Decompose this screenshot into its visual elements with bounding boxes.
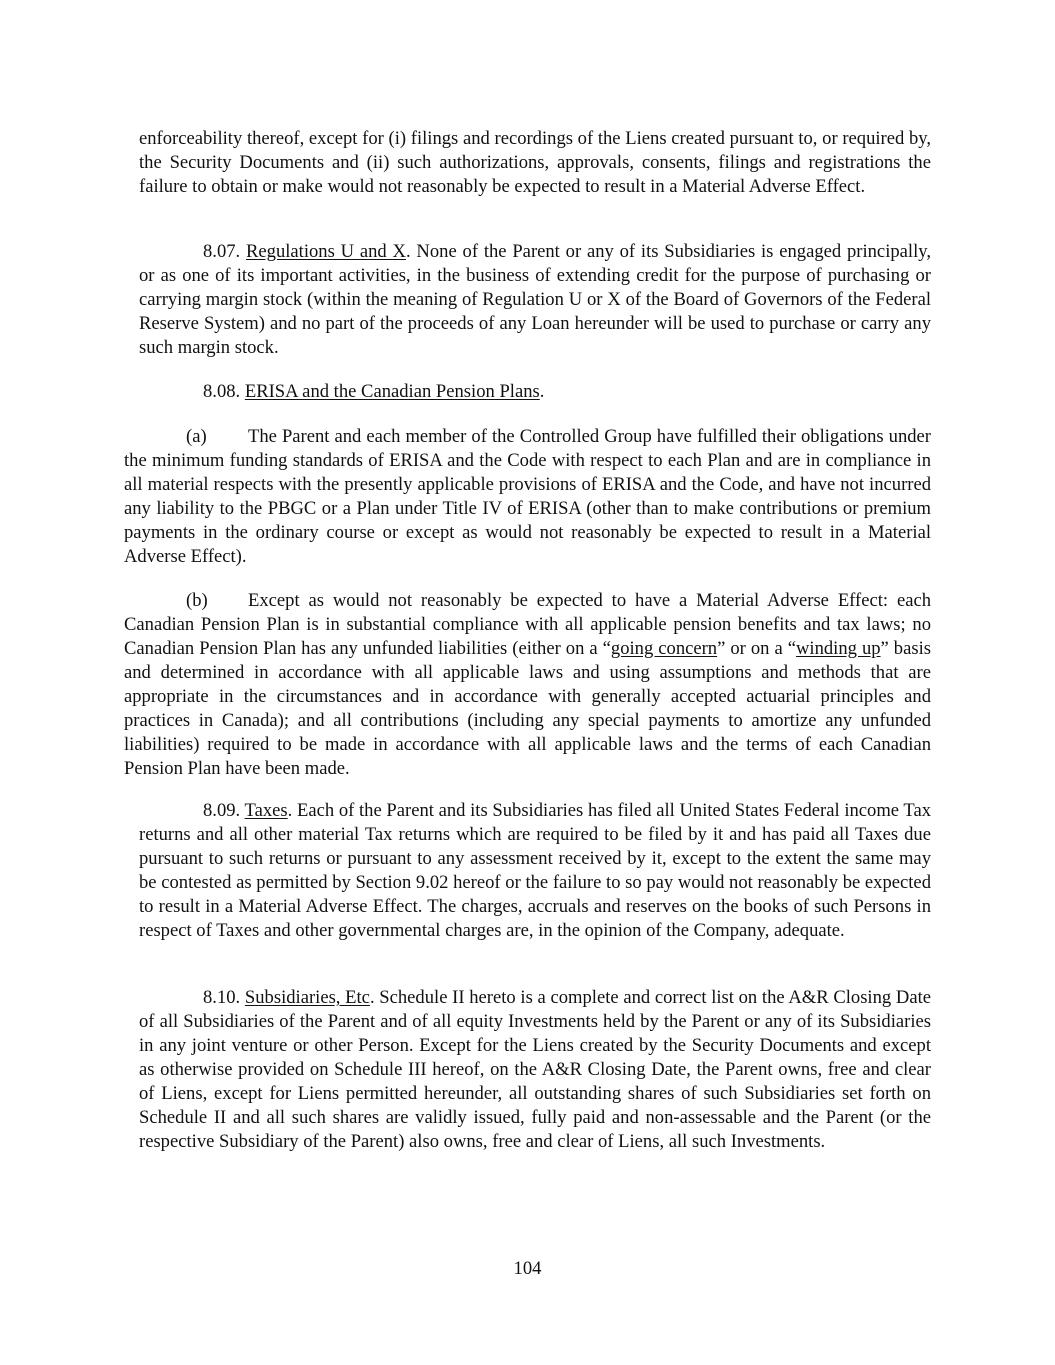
section-text: . Each of the Parent and its Subsidiaries has filed all United States Federal income Tax returns and all other material Tax returns which are required to be filed by it and has paid all Taxes due pursuant to such returns or pursuant to any assessment received by it, except to the extent the same may be contested as permitted by Section 9.02 hereof or the failure to so pay would not reasonably be expected to result in a Material Adverse Effect. The charges, accruals and reserves on the books of such Persons in respect of Taxes and other governmental charges are, in the opinion of the Company, adequate. <box>139 800 932 941</box>
clause-label: (a) <box>186 426 207 447</box>
section-number: 8.08. <box>203 381 241 402</box>
clause-text: ” basis and determined in accordance with all applicable laws and using assumptions and methods that are appropriate in the circumstances and in accordance with generally accepted actuarial principles and practices in Canada); and all contributions (including any special payments to amortize any unfunded liabilities) required to be made in accordance with all applicable laws and the terms of each Canadian Pension Plan have been made. <box>124 638 931 779</box>
section-8-07-regulations <box>139 240 931 360</box>
section-text: . None of the Parent or any of its Subsidiaries is engaged principally, or as one of its important activities, in the business of extending credit for the purpose of purchasing or carrying margin stock (within the meaning of Regulation U or X of the Board of Governors of the Federal Reserve System) and no part of the proceeds of any Loan hereunder will be used to purchase or carry any such margin stock. <box>139 241 931 358</box>
clause-b <box>124 589 931 781</box>
clause-text: The Parent and each member of the Controlled Group have fulfilled their obligations under the minimum funding standards of ERISA and the Code with respect to each Plan and are in compliance in all material respects with the presently applicable provisions of ERISA and the Code, and have not incurred any liability to the PBGC or a Plan under Title IV of ERISA (other than to make contributions or premium payments in the ordinary course or except as would not reasonably be expected to result in a Material Adverse Effect). <box>124 426 931 567</box>
clause-label: (b) <box>186 590 208 611</box>
defined-term-going-concern: going concern <box>610 638 718 659</box>
paragraph-text: enforceability thereof, except for (i) filings and recordings of the Liens created pursuant to, or required by, the Security Documents and (ii) such authorizations, approvals, consents, filings and registrations the failure to obtain or make would not reasonably be expected to result in a Material Adverse Effect. <box>139 128 931 197</box>
section-number: 8.10. <box>203 987 241 1008</box>
page-number: 104 <box>513 1258 542 1279</box>
section-heading: ERISA and the Canadian Pension Plans <box>244 381 540 402</box>
defined-term-winding-up: winding up <box>795 638 881 659</box>
section-8-08-erisa <box>139 380 931 404</box>
section-text: . Schedule II hereto is a complete and correct list on the A&R Closing Date of all Subsidiaries of the Parent and of all equity Investments held by the Parent or any of its Subsidiaries in any joint venture or other Person. Except for the Liens created by the Security Documents and except as otherwise provided on Schedule III hereof, on the A&R Closing Date, the Parent owns, free and clear of Liens, except for Liens permitted hereunder, all outstanding shares of such Subsidiaries set forth on Schedule II and all such shares are validly issued, fully paid and non-assessable and the Parent (or the respective Subsidiary of the Parent) also owns, free and clear of Liens, all such Investments. <box>139 987 931 1152</box>
section-text: . <box>539 381 545 402</box>
section-8-10-subsidiaries <box>139 986 931 1154</box>
section-heading: Subsidiaries, Etc <box>244 987 370 1008</box>
clause-text: Except as would not reasonably be expected to have a Material Adverse Effect: each Canadian Pension Plan is in substantial compliance with all applicable pension benefits and tax laws; no Canadian Pension Plan has any unfunded liabilities (either on a “ <box>124 590 931 659</box>
paragraph-continuation <box>139 127 931 199</box>
clause-text: ” or on a “ <box>717 638 796 659</box>
section-number: 8.09. <box>203 800 241 821</box>
section-number: 8.07. <box>203 241 241 262</box>
section-8-09-taxes <box>139 799 931 943</box>
section-heading: Taxes <box>244 800 288 821</box>
clause-a <box>124 425 931 569</box>
section-heading: Regulations U and X <box>246 241 406 262</box>
